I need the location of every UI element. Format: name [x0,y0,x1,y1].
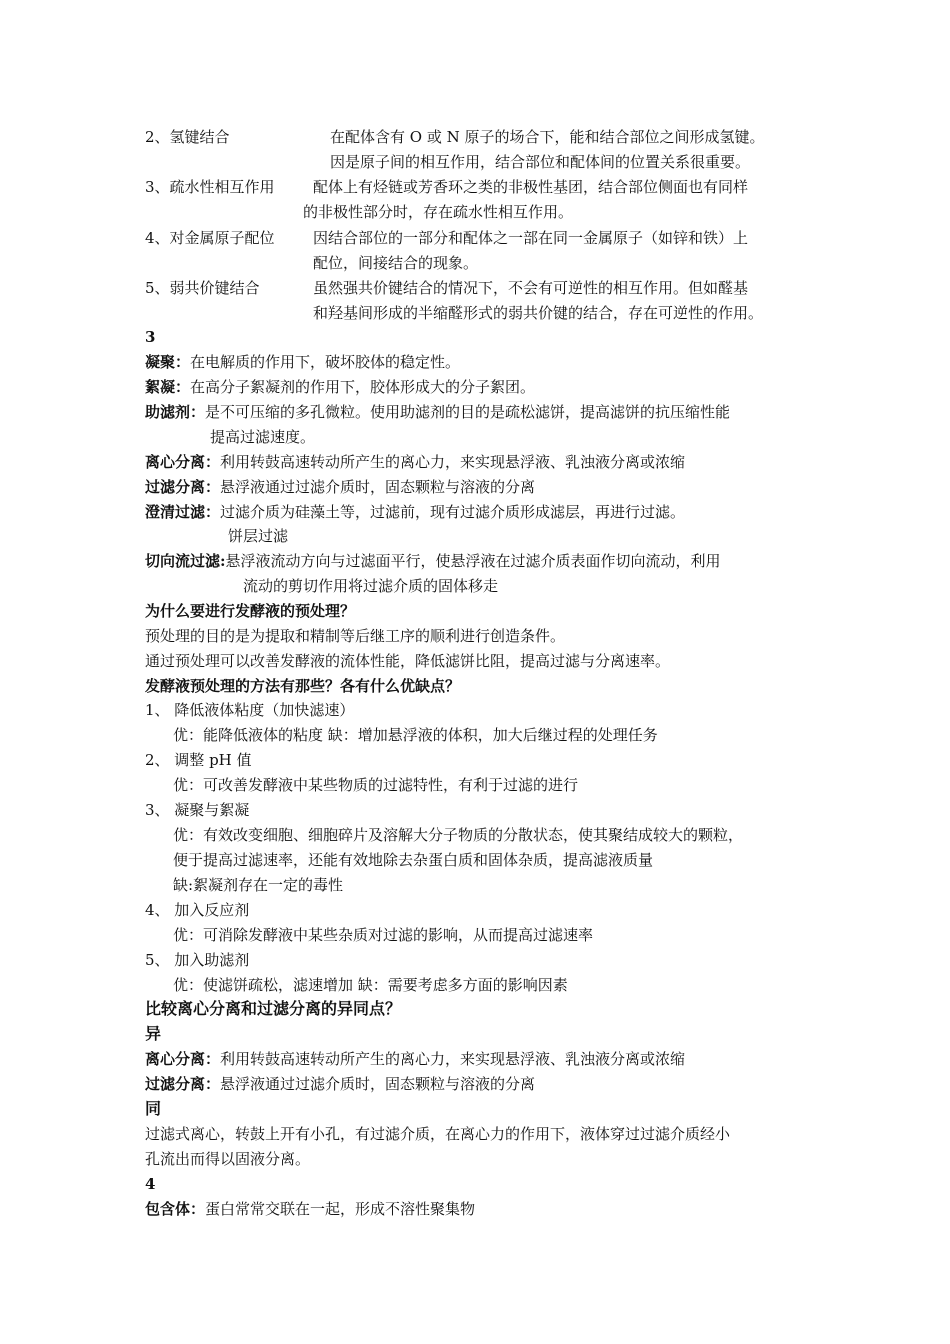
pretreatment-answer-2: 通过预处理可以改善发酵液的流体性能，降低滤饼比阻，提高过滤与分离速率。 [145,652,671,670]
filtration-def [145,477,535,497]
coagulation-def [145,352,460,372]
bond-3-line1: 配体上有烃链或芳香环之类的非极性基团，结合部位侧面也有同样 [313,178,749,196]
term-filter-aid: 助滤剂： [145,403,206,421]
centrifugal-def [145,452,685,472]
bond-2-line2: 因是原子间的相互作用，结合部位和配体间的位置关系很重要。 [330,153,751,171]
method-2: 2、 调整 pH 值 [145,751,252,769]
tangential-text: 悬浮液流动方向与过滤面平行，使悬浮液在过滤介质表面作切向流动，利用 [225,552,721,570]
inclusion-body-text: 蛋白常常交联在一起，形成不溶性聚集物 [205,1200,476,1218]
tangential-text-cont: 流动的剪切作用将过滤介质的固体移走 [243,577,499,595]
method-5: 5、 加入助滤剂 [145,951,250,969]
compare-filtration [145,1074,535,1094]
compare-question: 比较离心分离和过滤分离的异同点？ [145,999,402,1018]
similarity-line-2: 孔流出而得以固液分离。 [145,1150,311,1168]
term-coagulation: 凝聚： [145,353,191,371]
bond-4-title: 4、对金属原子配位 [145,229,275,247]
section-3-number: 3 [145,328,156,346]
section-4-number: 4 [145,1175,156,1193]
compare-centrifugal-term: 离心分离： [145,1050,221,1068]
tangential-def [145,551,721,571]
method-3: 3、 凝聚与絮凝 [145,801,250,819]
difference-heading: 异 [145,1024,162,1043]
method-1-pros-cons: 优：能降低液体的粘度 缺：增加悬浮液的体积，加大后继过程的处理任务 [173,726,658,744]
compare-filtration-text: 悬浮液通过过滤介质时，固态颗粒与溶液的分离 [220,1075,536,1093]
term-inclusion-body: 包含体： [145,1200,206,1218]
bond-4-line2: 配位，间接结合的现象。 [313,254,479,272]
pretreatment-question: 为什么要进行发酵液的预处理？ [145,602,356,620]
method-2-pros: 优：可改善发酵液中某些物质的过滤特性，有利于过滤的进行 [173,776,579,794]
filtration-text: 悬浮液通过过滤介质时，固态颗粒与溶液的分离 [220,478,536,496]
inclusion-body-def [145,1199,475,1219]
compare-centrifugal [145,1049,685,1069]
filter-aid-text-cont: 提高过滤速度。 [210,428,316,446]
filter-aid-def [145,402,730,422]
similarity-heading: 同 [145,1099,162,1118]
method-3-pros-cont: 便于提高过滤速率，还能有效地除去杂蛋白质和固体杂质，提高滤液质量 [173,851,654,869]
compare-centrifugal-text: 利用转鼓高速转动所产生的离心力，来实现悬浮液、乳浊液分离或浓缩 [220,1050,686,1068]
bond-5-title: 5、弱共价键结合 [145,279,260,297]
coagulation-text: 在电解质的作用下，破坏胶体的稳定性。 [190,353,461,371]
bond-3-title: 3、疏水性相互作用 [145,178,275,196]
clarification-text: 过滤介质为硅藻土等，过滤前，现有过滤介质形成滤层，再进行过滤。 [220,503,686,521]
method-3-pros: 优：有效改变细胞、细胞碎片及溶解大分子物质的分散状态，使其聚结成较大的颗粒， [173,826,744,844]
term-filtration: 过滤分离： [145,478,221,496]
method-4: 4、 加入反应剂 [145,901,250,919]
term-clarification: 澄清过滤： [145,503,221,521]
bond-5-line2: 和羟基间形成的半缩醛形式的弱共价键的结合，存在可逆性的作用。 [313,304,764,322]
term-flocculation: 絮凝： [145,378,191,396]
bond-3-line2: 的非极性部分时，存在疏水性相互作用。 [303,203,574,221]
method-4-pros: 优：可消除发酵液中某些杂质对过滤的影响，从而提高过滤速率 [173,926,594,944]
bond-2-line1: 在配体含有 O 或 N 原子的场合下，能和结合部位之间形成氢键。 [330,128,765,146]
bond-5-line1: 虽然强共价键结合的情况下，不会有可逆性的相互作用。但如醛基 [313,279,749,297]
method-1: 1、 降低液体粘度（加快滤速） [145,701,355,719]
flocculation-def [145,377,535,397]
cake-filtration-text: 饼层过滤 [228,527,289,545]
method-3-cons: 缺:絮凝剂存在一定的毒性 [173,876,344,894]
flocculation-text: 在高分子絮凝剂的作用下，胶体形成大的分子絮团。 [190,378,536,396]
pretreatment-answer-1: 预处理的目的是为提取和精制等后继工序的顺利进行创造条件。 [145,627,566,645]
term-tangential: 切向流过滤: [145,552,226,570]
filter-aid-text: 是不可压缩的多孔微粒。使用助滤剂的目的是疏松滤饼，提高滤饼的抗压缩性能 [205,403,731,421]
compare-filtration-term: 过滤分离： [145,1075,221,1093]
term-centrifugal: 离心分离： [145,453,221,471]
bond-2-title: 2、氢键结合 [145,128,230,146]
clarification-def [145,502,685,522]
methods-question: 发酵液预处理的方法有那些？各有什么优缺点？ [145,677,461,695]
centrifugal-text: 利用转鼓高速转动所产生的离心力，来实现悬浮液、乳浊液分离或浓缩 [220,453,686,471]
bond-4-line1: 因结合部位的一部分和配体之一部在同一金属原子（如锌和铁）上 [313,229,749,247]
method-5-pros-cons: 优：使滤饼疏松，滤速增加 缺：需要考虑多方面的影响因素 [173,976,568,994]
similarity-line-1: 过滤式离心，转鼓上开有小孔，有过滤介质，在离心力的作用下，液体穿过过滤介质经小 [145,1125,731,1143]
